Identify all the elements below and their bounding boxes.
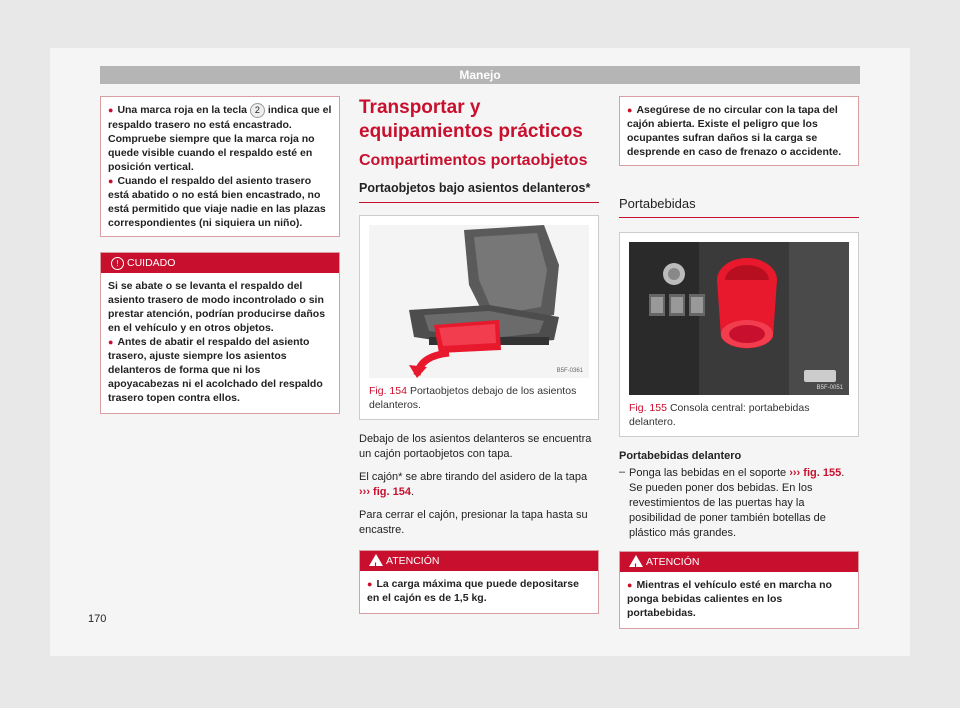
- chapter-title: Compartimentos portaobjetos: [359, 152, 588, 169]
- section-title: Portabebidas: [619, 196, 859, 218]
- warning-item: ● La carga máxima que puede depositarse en el cajón es de 1,5 kg.: [367, 577, 591, 605]
- note-item: ● Cuando el respaldo del asiento trasero está abatido o no está bien encastrado, no está permitido que viaje nadie en las plazas correspondientes (ni siquiera un niño).: [108, 174, 332, 230]
- caution-header: ! CUIDADO: [101, 253, 339, 273]
- page-title: Transportar y equipamientos prácticos: [359, 97, 583, 142]
- warning-triangle-icon: !: [369, 554, 383, 566]
- key-number-badge: 2: [250, 103, 265, 118]
- body-text: El cajón* se abre tirando del asidero de la tapa ››› fig. 154.: [359, 471, 588, 498]
- seat-illustration: [369, 225, 589, 378]
- note-box: [100, 96, 340, 237]
- warning-box: [619, 551, 859, 629]
- list-item: – Ponga las bebidas en el soporte ››› fig. 155. Se pueden poner dos bebidas. En los revestimientos de las puertas hay la posibilidad de poner también botellas de plástico más grandes.: [619, 466, 845, 539]
- caution-text: Si se abate o se levanta el respaldo del asiento trasero de modo incontrolado o sin prestar atención, podrían producirse daños en el vehículo y en otros objetos.: [108, 280, 326, 334]
- warning-header: ! ATENCIÓN: [620, 552, 858, 572]
- figure-link[interactable]: ››› fig. 154: [359, 486, 411, 498]
- figure-154: [359, 215, 599, 420]
- note-item: ● Asegúrese de no circular con la tapa del cajón abierta. Existe el peligro que los ocupantes sufran daños si la carga se desprende en caso de frenazo o accidente.: [627, 103, 851, 159]
- figure-code: B5F-0051: [816, 385, 843, 391]
- note-item: ● Una marca roja en la tecla 2 indica que el respaldo trasero no está encastrado. Compruebe siempre que la marca roja no quede visible cuando el respaldo esté en posición vertical.: [108, 103, 332, 174]
- column-middle: [359, 96, 599, 614]
- info-icon: !: [111, 257, 124, 270]
- caution-box: [100, 252, 340, 414]
- warning-header: ! ATENCIÓN: [360, 551, 598, 571]
- note-box: [619, 96, 859, 166]
- cupholder-illustration: [629, 242, 849, 395]
- figure-155: [619, 232, 859, 437]
- console-illustration: [629, 242, 849, 395]
- body-text: Debajo de los asientos delanteros se encuentra un cajón portaobjetos con tapa.: [359, 433, 592, 460]
- subsection-title: Portabebidas delantero: [619, 450, 742, 462]
- caution-item: ● Antes de abatir el respaldo del asiento trasero, ajuste siempre los asientos delanteros de forma que ni los apoyacabezas ni el acolchado del respaldo trasero topen contra ellos.: [108, 335, 332, 405]
- body-text: Para cerrar el cajón, presionar la tapa hasta su encastre.: [359, 509, 588, 536]
- figure-caption: Fig. 154 Portaobjetos debajo de los asientos delanteros.: [369, 385, 577, 411]
- warning-item: ● Mientras el vehículo esté en marcha no ponga bebidas calientes en los portabebidas.: [627, 578, 851, 620]
- warning-box: [359, 550, 599, 614]
- figure-code: B5F-0361: [556, 368, 583, 374]
- section-title: Portaobjetos bajo asientos delanteros*: [359, 180, 599, 203]
- column-left: [100, 96, 340, 414]
- figure-link[interactable]: ››› fig. 155: [789, 467, 842, 479]
- seat-drawer-illustration: [369, 225, 589, 378]
- section-header: Manejo: [100, 66, 860, 84]
- column-right: [619, 96, 859, 629]
- figure-caption: Fig. 155 Consola central: portabebidas delantero.: [629, 402, 810, 428]
- warning-triangle-icon: !: [629, 555, 643, 567]
- page-number: 170: [88, 613, 107, 625]
